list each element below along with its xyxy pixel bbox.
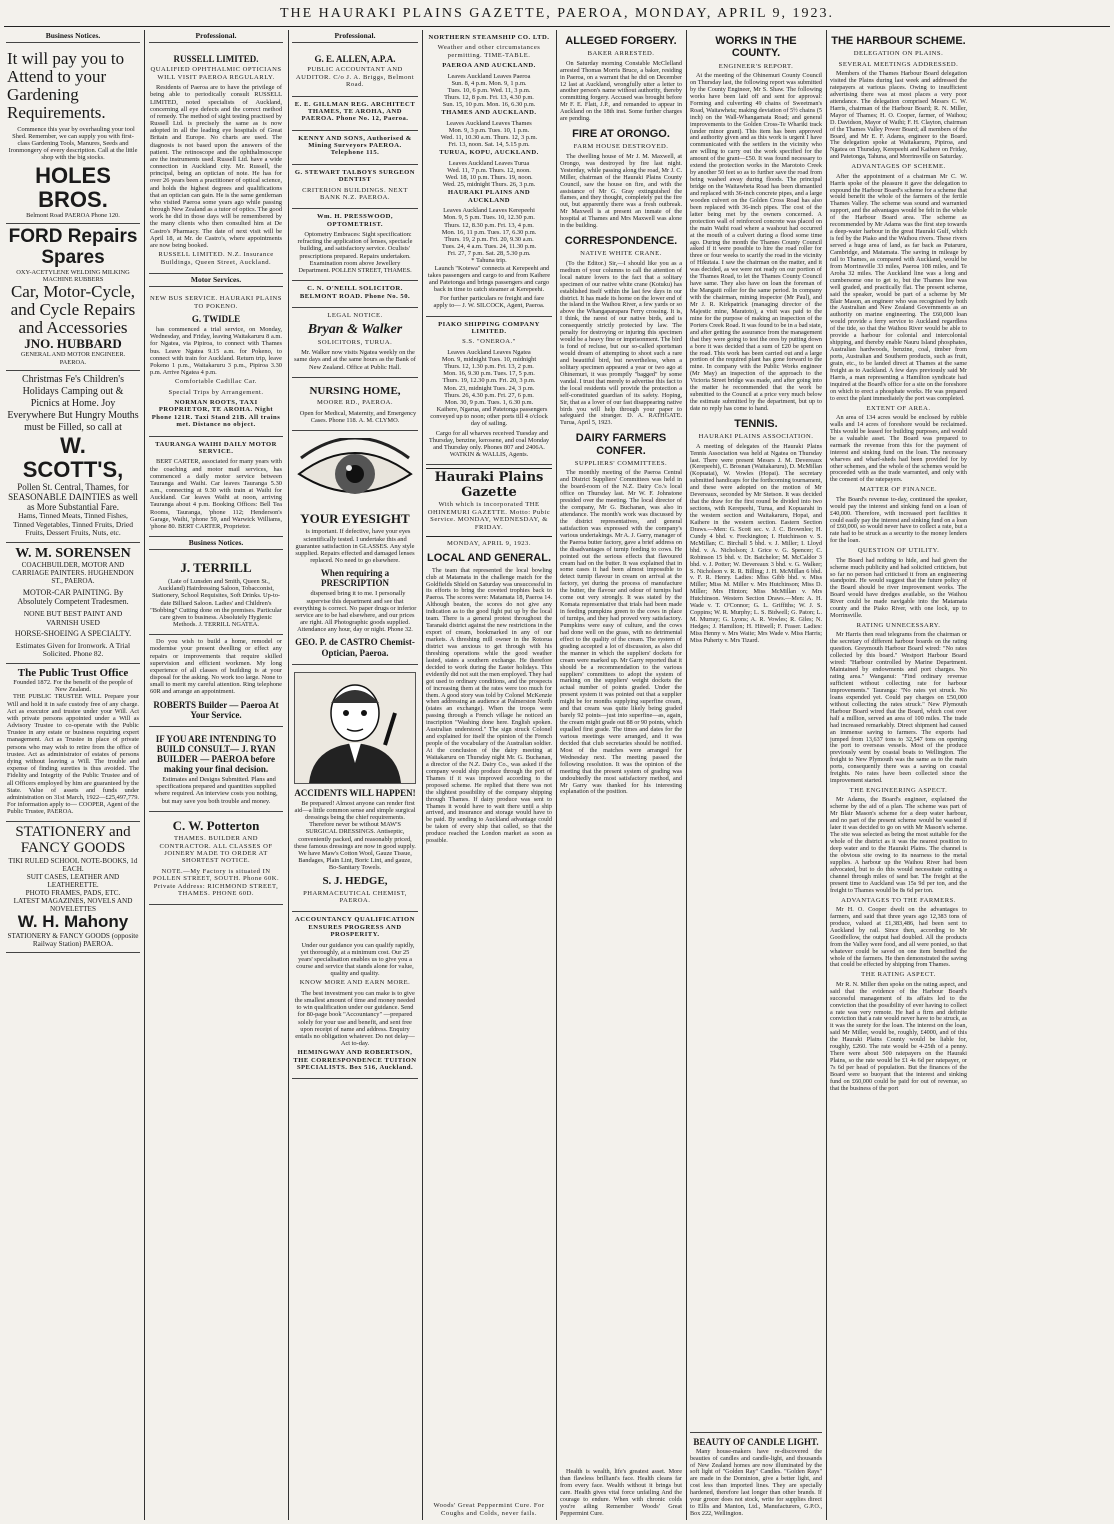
nursing-heading: NURSING HOME, xyxy=(309,384,401,397)
rating-aspect-heading: THE RATING ASPECT. xyxy=(861,971,936,979)
correspondence-sub: NATIVE WHITE CRANE. xyxy=(580,250,662,258)
eyesight-heading: YOUR EYESIGHT xyxy=(300,510,410,526)
timetable-row: Thurs. 26, 4.30 p.m. Fri. 27, 6 p.m. xyxy=(444,391,534,399)
ad-russell xyxy=(149,47,283,274)
section-header: Professional. xyxy=(292,32,418,43)
gillman: E. E. GILLMAN REG. ARCHITECT THAMES, TE AROHA, AND PAEROA. Phone No. 12, Paeroa. xyxy=(294,100,416,123)
advantages-heading: ADVANTAGES OF SCHEME. xyxy=(851,163,946,171)
talboys-sub: CRITERION BUILDINGS. NEXT BANK N.Z. PAEROA. xyxy=(302,186,408,201)
timetable-row: Tues. 10, 6 p.m. Wed. 11, 3 p.m. xyxy=(447,86,531,94)
utility-heading: QUESTION OF UTILITY. xyxy=(857,547,940,555)
extent-heading: EXTENT OF AREA. xyxy=(866,404,931,412)
column-rule xyxy=(686,30,687,1520)
holes-bros-name: HOLES BROS. xyxy=(35,162,111,212)
eyesight-body: is important. If defective, have your eyes scientifically tested. I undertake this and guarantee satisfaction in GLASSES. Any style supplied. Repairs effected and damaged lenses replaced. No need to go elsewhere. xyxy=(295,528,415,565)
timetable-row: Wed. 25, midnight Thurs. 26, 3 p.m. xyxy=(442,181,536,189)
timetable-row: Sun. 8, 4 p.m. Mon. 9, 1 p.m. xyxy=(451,79,527,87)
woods-cure: Woods' Great Peppermint Cure. For Coughs and Colds, never fails. xyxy=(426,1502,552,1517)
de-castro-name: GEO. P. de CASTRO Chemist-Optician, Paeroa. xyxy=(295,637,415,658)
ad-nursing-home xyxy=(292,378,418,431)
mahony-sub: STATIONERY & FANCY GOODS (opposite Railway Station) PAEROA. xyxy=(7,931,139,949)
mahony-name: W. H. Mahony xyxy=(17,912,129,932)
bus-heading: NEW BUS SERVICE. HAURAKI PLAINS TO POKENO. xyxy=(150,295,282,310)
masthead: THE HAURAKI PLAINS GAZETTE, PAEROA, MONDAY, APRIL 9, 1923. xyxy=(279,6,835,21)
timetable-row: Mon. 9, midnight Tues. 10, midnight xyxy=(441,355,537,363)
engineering-heading: THE ENGINEERING ASPECT. xyxy=(849,787,948,795)
ad-oneill xyxy=(292,281,418,308)
timetable-turua xyxy=(427,160,551,189)
nursing-sub: MOORE RD., PAEROA. xyxy=(317,399,393,407)
ad-ford xyxy=(6,224,140,371)
column-6-news xyxy=(690,30,822,1520)
gazette-nameplate xyxy=(426,468,552,537)
photo-frames: PHOTO FRAMES, PADS, ETC. xyxy=(25,889,121,898)
dairy-body: The monthly meeting of the Paeroa Central and District Suppliers' Committees was held in the board-room of the N.Z. Dairy Co.'s local office on Thursday last. Mr W. F. Johnstone presided over the meeting. The local director of the company, Mr G. Buchanan, was also in attendance. The month's work was discussed by the district representatives, and general satisfaction was expressed with the company's various undertakings. Mr A. J. Garry, manager of the Paeroa butter factory, gave a brief address on the disadvantages of turnip feeding to cows. He pointed out the serious effects that flavoured cream had on the butter. It was explained that in some cases it had been almost impossible to detect turnip flavour in cream on arrival at the factory, yet during the process of manufacture the butter, the flavour and odour of turnips had come out very strongly. It was stated by the Komata representative that trials had been made in feeding pumpkins green to the cows in place of turnips, and they had proved very satisfactory. Pumpkins were easy of culture, and the cows had done well on the grass, with no detrimental effect to the quality of the cream. The system of grading accepted a lot of discussion, as also did the manner in which the suppliers' dockets for cream were marked up. Mr Garry reported that it should be a recommendation to the various suppliers' committees to adopt the system of marking on the suppliers' weight dockets the actual number of points graded. Under the present system it was pointed out that a supplier might be for months supplying superfine cream, and that cream was quite likely being graded barely 92 points—just into superfine—as, again, the cream might grade out 88 or 90 points, which equalled first grade. The times and dates for the various meetings were arranged, and it was decided that club secretaries should be notified. Most of the matches were arranged for Wednesday next. The meeting passed the following resolution. It was the opinion of the meeting that the present system of grading was undoubtedly the most satisfactory method, and Mr Garry was thanked for his interesting explanation of the position. xyxy=(560,469,682,796)
presswood-body: Optometry Embraces: Sight specification: refracting the application of lenses, spectacle building, and satisfactory service. Oculists' prescriptions prepared. Repairs undertaken. Examination room above Jewellery Department. POLLEN STREET, THAMES. xyxy=(297,231,413,274)
ad-scott xyxy=(6,371,140,543)
trust-sub: Founded 1872. For the benefit of the people of New Zealand. xyxy=(13,679,133,694)
roberts-name: ROBERTS Builder — Paeroa At Your Service. xyxy=(153,699,279,720)
special-trips: Special Trips by Arrangement. xyxy=(168,388,264,396)
estimates: Estimates Given for Ironwork. A Trial Solicited. Phone 82. xyxy=(15,641,131,659)
ad-hemingway xyxy=(292,912,418,1079)
russell-body: Residents of Paeroa are to have the privilege of being able to periodically consult RUSSELL LIMITED, noted specialists of Auckland, concerning all eye defects and the correct method of remedy. The method of sight testing practised by Russell Ltd. is precisely the same as is now adopted in all the leading eye hospitals of Great Britain and Europe. No charts are used. The diagnosis is not based upon the answers of the patient. The retinoscope and the ophthalmoscope are the instruments used. Russell Ltd. have a wide connection in Auckland city. Mr. Russell, the principal, being an optician of note. He has for over 26 years been a practitioner of optical science, and holds the highest degrees and qualifications that an optician can gain. He is the same gentleman who visited Paeroa some years ago while passing through New Zealand as a tutor of optics. The good work he did in those days will be remembered by the many clients who then consulted him at De Castro's Pharmacy. The date of next visit will be April 18, at Mr. de Castro's, where appointments are now being booked. xyxy=(150,84,282,249)
accidents-body: Be prepared! Almost anyone can render first aid—a little common sense and simple surgical dressings being the chief requirements. Therefore never be without MAW'S SURGICAL DRESSINGS. Antiseptic, conveniently packed, and reasonably priced, these famous dressings are now in good supply. We have Maw's Cotton Wool, Gauze Tissue, Bandages, Plain Lint, Boric Lint, and gauze, Bo-Sanitary Towels. xyxy=(294,799,416,872)
steamship-sub: Weather and other circumstances permitting. TIME-TABLE. xyxy=(437,44,541,59)
timetable-row: Sun. 15, 10 p.m. Mon. 16, 6.30 p.m. xyxy=(442,101,536,109)
timetable-row: Tues. 24, 4 a.m. Tues. 24, 11.30 p.m. xyxy=(441,243,537,251)
timetable-row: Mon. 16, 11 p.m. Tues. 17, 6.30 p.m. xyxy=(441,228,537,236)
section-header: Professional. xyxy=(149,32,283,43)
potterton-body: NOTE.—My Factory is situated IN POLLEN STREET, SOUTH. Phone 60K. Private Address: RICHMOND STREET, THAMES. PHONE 60D. xyxy=(152,867,280,897)
section-header: Business Notices. xyxy=(6,32,140,43)
ad-potterton xyxy=(149,812,283,906)
russell-sub: QUALIFIED OPHTHALMIC OPTICIANS WILL VISIT PAEROA REGULARLY. xyxy=(150,66,282,81)
dairy-sub: SUPPLIERS' COMMITTEES. xyxy=(574,459,668,467)
scott-sub: Pollen St. Central, Thames, for SEASONABLE DAINTIES as well as More Substantial Fare. xyxy=(8,482,138,513)
timetable-row: Thurs. 19, 12.30 p.m. Fri. 20, 3 p.m. xyxy=(442,377,536,385)
nursing-body: Open for Medical, Maternity, and Emergency Cases. Phone 118. A. M. CLYMO. xyxy=(299,409,417,424)
column-rule xyxy=(422,30,423,1520)
gazette-title: Hauraki Plains Gazette xyxy=(434,470,544,500)
eye-illustration xyxy=(295,438,415,508)
column-2-professional xyxy=(149,30,283,1520)
timetable-row: Wed. 18, 10 p.m. Thurs. 19, noon. xyxy=(445,174,533,182)
car-repairs: Car, Motor-Cycle, and Cycle Repairs and Accessories xyxy=(10,282,136,337)
column-1-business-notices xyxy=(6,30,140,1520)
ad-talboys xyxy=(292,165,418,210)
column-rule xyxy=(826,30,827,1520)
bryan-walker-name: Bryan & Walker xyxy=(307,322,403,338)
tahuna-note: * Tahuna trip. xyxy=(471,257,507,265)
paeroa-auckland: PAEROA AND AUCKLAND. xyxy=(442,62,536,70)
timetable-row: Thurs. 19, 2 p.m. Fri. 20, 9.30 a.m. xyxy=(444,235,534,243)
advantages-body: After the appointment of a chairman Mr C. W. Harris spoke of the pleasure it gave the delegation to expound the Harbour Board's scheme for a scheme that would benefit the whole of the farmers of the fertile Thames Valley. The scheme was sound and warranted support, and the advantages would be felt in the whole of the Harbour Board area. The scheme as recommended by Mr Adams was the first step towards a deep-water harbour in the great Hauraki Gulf, which is fed by the Piako and the Waihou rivers. These rivers served a huge area of land, as far back as Putaruru, Cambridge, and Matamata. The saving in mileage by rail to Thames, as compared with Auckland, would be from Morrinsville 33 miles, Paeroa 108 miles, and Te Aroha 32 miles. The Auckland line was a long and cumbersome one to get to, but the Thames line was well graded, and practically flat. The present scheme, said the speaker, would be part of a scheme by Mr Blair Mason, an engineer who was recognised by both the Australian and New Zealand Governments as an authority on marine engineering. The £60,000 loan would provide a ferry service to Auckland regardless of the tide, so that the Waihou River would be able to provide a harbour for colonial and intercolonial shipping, and thereby enable Nauru Island phosphates, Australian hardwoods, benzine, coal, timber from ports, Australian and Southern products, such as fruit, grain, etc., to be landed direct at Thames at the same freight as to Auckland. A few days previously said Mr Harris, a man representing a Hamilton syndicate had inquired at the Board's office for a site on the foreshore on which to erect a phosphate works. He was prepared to erect the plant immediately the port was completed. xyxy=(830,172,967,402)
timetable-row: Mon. 23, midnight Tues. 24, 3 p.m. xyxy=(443,384,535,392)
accidents-heading: ACCIDENTS WILL HAPPEN! xyxy=(294,787,416,798)
extent-body: An area of 134 acres would be enclosed by rubble walls and 14 acres of foreshore would be reclaimed. This would be leased for building purposes, and would be a valuable asset. The Board was prepared to earmark the revenue from this for the payment of interest and sinking fund on the loan. The necessary wharves and wharf-sheds had been provided for by other schemes, and the whole of the schemes would be proceeded with as the trade warranted, and only with the consent of the ratepayers. xyxy=(830,413,967,484)
rating-unnecessary-heading: RATING UNNECESSARY. xyxy=(856,622,941,630)
timetable-paeroa xyxy=(427,73,551,109)
know-more-body: The best investment you can make is to give the smallest amount of time and money needed to win qualification under our guidance. Send for 80-page book "Accountancy" —prepared solely for your use and benefit, and sent free upon receipt of name and address. Enquiry entails no obligation whatever. Do not delay—Act to-day. xyxy=(294,989,416,1048)
forgery-sub: BAKER ARRESTED. xyxy=(587,50,655,58)
know-more: KNOW MORE AND EARN MORE. xyxy=(299,979,411,987)
forgery-heading: ALLEGED FORGERY. xyxy=(565,35,677,47)
correspondence-body: (To the Editor.) Sir,—I should like you as a medium of your columns to call the attention of local nature lovers to the fact that a solitary specimen of our native white crane (Kotuku) has established itself within the last few days in our district. It has made its home on the lower end of the island in the Waihou River, a few yards or so above the Whangaparapara Ferry crossing. It is, I think, the rarest of our native birds, and is consequently strictly protected by law. The penalty for destroying or injuring this specimen would be a heavy fine or imprisonment. The bird is fond of recluse, but our so-called sportsman would dream of attempting to shoot such a rare and beautiful bird, but nevertheless, when a solitary specimen appeared a year or two ago at Ohinemuri, it was promptly "bagged" by some vandal. I trust that merely to advertise this fact to the local residents will provide the protection a self-constituted guardian of its safety. Hoping, Sir, that as a lover of our fast disappearing native birds you will help through your paper to safeguard the stranger. D. A. RATHGATE. Turua, April 5, 1923. xyxy=(560,259,682,427)
ad-sorensen xyxy=(6,543,140,664)
sorensen-name: W. M. SORENSEN xyxy=(15,545,131,561)
gazette-sub: With which is incorporated THE OHINEMURI GAZETTE. Motto: Pubic Service. MONDAY, WEDNESDAY, & FRIDAY. xyxy=(427,501,551,531)
allen-sub: PUBLIC ACCOUNTANT AND AUDITOR. C/o J. A. Briggs, Belmont Road. xyxy=(295,66,415,89)
ad-northern-steamship xyxy=(426,30,552,317)
accountancy-body: Under our guidance you can qualify rapidly, yet thoroughly, at a minimum cost. Our 25 years' specialisation enables us to give you a course and service that stands alone for value, quality and quality. xyxy=(296,941,415,978)
holes-bros-address: Belmont Road PAEROA Phone 120. xyxy=(26,212,120,219)
engineering-body: Mr Adams, the Board's engineer, explained the scheme by the aid of a plan. The scheme was part of Mr Blair Mason's scheme for a deep water harbour, and no part of the present scheme would be wasted if later it was decided to go on with Mr Mason's scheme. The site was selected as being the most suitable for the whole of the district as it was the nearest position to deep water and to the Hauraki Plains. The channel is the obvious site owing to its nearness to the metal supplies. A harbour up the Waihou River had been advocated, but to do this would necessitate cutting a channel through miles of sand bar. The freight at the present time to Auckland was 15s 9d per ton, and the freight to Thames would be 8s 6d per ton. xyxy=(830,796,967,894)
ad-gillman xyxy=(292,97,418,131)
trust-heading: The Public Trust Office xyxy=(17,666,129,679)
correspondence-heading: CORRESPONDENCE. xyxy=(564,235,678,248)
works-body: At the meeting of the Ohinemuri County Council on Thursday last, the following report was submitted by the County Engineer, Mr S. Shaw. The following works have been laid off and sent for approval: Forming and culverting 49 chains of Sweetman's Road, Waitawheta; making deviation of 5½ chains (5 inch) on the Wall-Whangamata Road; and general improvements to the Golden Cross-Te Whariki track (under minor grant). This item has been approved and authority given and as this work is urgent I have communicated with the settlers in the vicinity who are willing to carry out the work specified for the amount of the grant—£50. It was found necessary to extend the protection works in the Marototo Creek by another 50 feet so as to further save the road from being washed away during floods. The principal bridge on the Waitawheta Road has been dismantled and replaced with 36-inch concrete pipes, and a large wooden culvert on the Golden Cross Road has also been replaced with 36-inch pipes. The cost of the latter being met by the owners concerned. A protection wall of reinforced concrete was placed on the main Waihi road where a washout had occurred at the mouth of a culvert during a flood some time ago. During the month the Thames County Council asked if it were possible to hire the road roller for three or four weeks to scarify the road in the vicinity of Hikutaia. I saw the chairman on the matter, and it was decided, as we were not ready on our portion of the Thames Road, to let the Thames County Council have same. They also have on loan the foreman of the Mangaiti roller for the same period. In company with the chairman, mining inspector (Mr Paul), and Mr J. R. Kirkpatrick (managing director of the Majestic mine, Maratoto), a visit was paid to the mine for the purpose of making an inspection of the Porters Creek Road. It was found to be in a bad state, and after getting the assurance from the management that they were going to test the ores by putting down a bore it was decided that a sum of £20 be spent on the road. This work has been carried out and a large portion of the required plant has gone forward to the mine. In company with the Public Works engineer (Mr May) an inspection of the approach to the Victoria Street bridge was made, and after going into the matter he recommended that the work be submitted to the Council at a price very much below the estimate submitted by the department, but up to date no reply has come to hand. xyxy=(690,72,822,412)
allen-name: G. E. ALLEN, A.P.A. xyxy=(314,54,396,65)
best-paint: NONE BUT BEST PAINT AND VARNISH USED xyxy=(23,609,123,627)
tennis-heading: TENNIS. xyxy=(734,417,778,430)
harbour-heading: THE HARBOUR SCHEME. xyxy=(831,35,966,47)
harbour-meetings: SEVERAL MEETINGS ADDRESSED. xyxy=(838,60,959,68)
scott-name: W. SCOTT'S, xyxy=(22,432,124,482)
candle-body: Many house-makers have re-discovered the beauties of candles and candle-light, and thousands of New Zealand homes are now illuminated by the soft light of "Golden Ray" Candles. "Golden Rays" are made in the Dominion, give a better light, and cost less than imported lines. They are specially hardened, therefore last longer than other brands. If your grocer does not stock, write for supplies direct to Ellis and Manton, Ltd., Manufacturers, G.P.O., Box 222, Wellington. xyxy=(690,1447,822,1518)
column-5-news xyxy=(560,30,682,1520)
timetable-hauraki xyxy=(427,207,551,257)
column-7-harbour-scheme xyxy=(830,30,1110,1520)
ryan-name: IF YOU ARE INTENDING TO BUILD CONSULT— J. RYAN BUILDER — PAEROA before making your final decision. xyxy=(155,733,277,774)
health-verse: Health is wealth, life's greatest asset. More than flawless brilliant's face. Health cleans far from every face. Wealth without it brings but care. Health gives vital force unfailing And the courage to endure. When with chronic colds you're ailing Remember Woods' Great Peppermint Cure. xyxy=(560,1468,682,1518)
piako-heading: PIAKO SHIPPING COMPANY LIMITED. xyxy=(438,320,540,336)
kenny: KENNY AND SONS, Authorised & Mining Surveyors PAEROA. Telephone 115. xyxy=(298,134,412,157)
steamship-heading: NORTHERN STEAMSHIP CO. LTD. xyxy=(428,34,550,41)
column-3-professional xyxy=(292,30,418,1520)
ad-hedge xyxy=(292,665,418,913)
ad-bryan-walker xyxy=(292,308,418,378)
trust-body: THE PUBLIC TRUSTEE WILL Prepare your Will and hold it in safe custody free of any charge. Act as executor and trustee under your Will. Act with private persons appointed under a Will as Advisory Trustee to co-operate with the Public Trustee in any estate or business requiring expert management. Act as Trustee in place of private persons who may wish to retire from the office of trustee. Act as administrator of estates of persons dying without leaving a Will. The trouble and expense of finding sureties is thus avoided. The Fidelity and Integrity of the Public Trustee and of all Officers employed by him are guaranteed by the State. Value of assets and funds under administration on 31st March, 1922—£25,497,779. For information apply to— COOPER, Agent of the Public Trustee, PAEROA. xyxy=(7,693,139,816)
oneill: C. N. O'NEILL SOLICITOR. BELMONT ROAD. Phone No. 50. xyxy=(299,285,411,300)
column-rule xyxy=(144,30,145,1520)
farmers-body: Mr H. O. Cooper dwelt on the advantages to farmers, and said that three years ago 12,383 tons of produce, valued at £1,383,486, had been sent to Auckland by rail. Since then, according to Mr Goodfellow, the output had doubled. All the products from the Valley were food, and all were ponied, so that whatever could be saved on one item benefited the whole of the farmers. He then demonstrated the saving that could be effected by shipping from Thames. xyxy=(830,905,967,969)
dairy-heading: DAIRY FARMERS CONFER. xyxy=(575,432,667,457)
ad-roberts xyxy=(149,635,283,727)
ad-tauranga xyxy=(149,437,283,537)
candle-ad xyxy=(690,1432,822,1520)
ryan-body: Estimates and Designs Submitted. Plans and specifications prepared and quantities supplied where required. An interview costs you nothing, but may save you both trouble and money. xyxy=(154,776,278,805)
presswood: Wm. H. PRESSWOOD, OPTOMETRIST. xyxy=(316,213,394,228)
timetable-row: Wed. 11, 7 p.m. Thurs. 12, noon. xyxy=(447,166,531,174)
timetable-row: Thurs. 12, 1.30 p.m. Fri. 13, 2 p.m. xyxy=(444,363,534,371)
works-sub: ENGINEER'S REPORT. xyxy=(718,62,794,70)
candle-heading: BEAUTY OF CANDLE LIGHT. xyxy=(693,1436,819,1447)
further-particulars: For further particulars re freight and fare apply to— J. W. SILCOCK, Agent, Paeroa. xyxy=(433,295,545,310)
scott-intro: Christmas Fe's Children's Holidays Camping out & Picnics at Home. Joy Everywhere But Hungry Mouths must be Filled, so call at xyxy=(7,373,139,433)
ad-de-castro xyxy=(292,431,418,665)
ad-mahony xyxy=(6,822,140,953)
harbour-body: Members of the Thames Harbour Board delegation visited the Plains during last week and addressed the ratepayers at various places. Owing to insufficient advertising there was at most places a very poor attendance. The delegation comprised Messrs C. W. Harris, chairman of the Harbour Board; R. N. Miller, Mayor of Thames; H. O. Cooper, farmer, of Waihou; D. Davidson, Mayor of Waihi; F. H. Clayton, chairman of the Thames Valley Power Board; all members of the Board, and Mr E. F. Adams, engineer to the Board. The delegation spoke at Waitakaruru, Pipiroa, and Ngatea on Thursday, Kerepeehi and Kaihere on Friday, and Patetonga, Tahuna, and Morrinsville on Saturday. xyxy=(830,70,967,161)
horse-shoeing: HORSE-SHOEING A SPECIALTY. xyxy=(14,629,132,639)
works-heading: WORKS IN THE COUNTY. xyxy=(715,35,797,60)
kaihere-note: Kaihere, Ngarua, and Patetonga passengers conveyed up to noon; other ports till 4 o'clock day of sailing. xyxy=(430,406,548,428)
column-rule xyxy=(556,30,557,1520)
rating-aspect-body: Mr R. N. Miller then spoke on the rating aspect, and said that the evidence of the Harbour Board's successful management of its affairs led to the conviction that the possibility of ever having to collect a rate was very remote. He had a firm and definite conviction that a rate would never have to be struck, as it was the surety for the loan. The interest on the loan, said Mr Miller, would be, roughly, £4000, and of this the Hauraki Plains County would be liable for, roughly, £260. The rate would be 4-25th of a penny. There were about 500 ratepayers on the Hauraki Plains, so the rate would be £1 4s 6d per ratepayer, or 7s 6d per head of population. But the finances of the Board were so buoyant that the interest and sinking fund on £60,000 could be paid for out of revenue, so that the business of the port xyxy=(830,980,967,1092)
sorensen-sub: COACHBUILDER, MOTOR AND CARRIAGE PAINTERS. HUGHENDON ST., PAEROA. xyxy=(12,561,134,586)
twidle-body: has commenced a trial service, on Monday, Wednesday, and Friday, leaving Waitakaruru 8 a.m. for Ngatea, via Pipiroa, to connect with Thames bus. Leave Ngatea 9.15 a.m. for Pokeno, to connect with train for Auckland. Return trip, leave Pokeno 1 p.m., Waitakaruru 3 p.m., Pipiroa 3.30 p.m. Arrive Ngatea 4 p.m. xyxy=(150,326,282,377)
potterton-sub: THAMES. BUILDER AND CONTRACTOR. ALL CLASSES OF JOINERY MADE TO ORDER AT SHORTEST NOTICE. xyxy=(159,835,273,865)
launch-note: Launch "Kotewa" connects at Kerepeehi and takes passengers and cargo to and from Kaihere and Patetonga and brings passengers and cargo back in time to catch steamer at Kerepeehi. xyxy=(427,264,551,294)
ad-bus-service xyxy=(149,291,283,436)
section-header-motor: Motor Services. xyxy=(149,276,283,287)
timetable-row: Leaves Auckland Leaves Paeroa xyxy=(447,72,531,80)
tauranga-heading: TAURANGA WAIHI DAILY MOTOR SERVICE. xyxy=(155,440,277,455)
ad-piako-shipping xyxy=(426,317,552,466)
hemingway: HEMINGWAY AND ROBERTSON, THE CORRESPONDENCE TUITION SPECIALISTS. Box 516, Auckland. xyxy=(293,1049,417,1071)
local-general-heading: LOCAL AND GENERAL. xyxy=(426,552,552,565)
ad-presswood xyxy=(292,209,418,281)
terrill-body: (Late of Lunsden and Smith, Queen St., Auckland) Hairdressing Saloon, Tobacconist, Stationery, School Requisites, Soft Drinks. Up-to-date Billiard Saloon. Ladies' and Children's "Bobbing" Cutting done on the premises. Particular care given to business. Absolutely Hygienic Methods. J. TERRILL NGATEA. xyxy=(150,578,282,629)
tiki-books: TIKI RULED SCHOOL NOTE-BOOKS, 1d EACH. xyxy=(8,856,138,873)
ford-body: OXY-ACETYLENE WELDING MILKING MACHINE RUBBERS xyxy=(16,268,130,284)
talboys: G. STEWART TALBOYS SURGEON DENTIST xyxy=(294,168,416,184)
motor-painting: MOTOR-CAR PAINTING. By Absolutely Competent Tradesmen. xyxy=(17,588,129,607)
terrill-name: J. TERRILL xyxy=(180,560,252,576)
hauraki-auckland: HAURAKI PLAINS AND AUCKLAND xyxy=(447,189,531,204)
turua-kopu: TURUA, KOPU, AUCKLAND. xyxy=(439,149,539,157)
man-portrait-illustration xyxy=(294,672,416,784)
scott-body: Hams, Tinned Meats, Tinned Fishes, Tinned Vegetables, Tinned Fruits, Dried Fruits, Dessert Fruits, Nuts, etc. xyxy=(12,511,133,538)
timetable-row: Thurs. 12, 8.30 p.m. Fri. 13, 4 p.m. xyxy=(444,221,534,229)
accountancy-heading: ACCOUNTANCY QUALIFICATION ENSURES PROGRESS AND PROSPERITY. xyxy=(295,916,415,939)
hubbard-sub: GENERAL AND MOTOR ENGINEER. PAEROA. xyxy=(20,351,126,366)
ad-public-trust xyxy=(6,664,140,823)
ad-body: Commence this year by overhauling your tool Shed. Remember, we can supply you with first-class Gardening Tools, Manures, Seeds and Ironmongery of every description. Call at the little shop with the big stocks. xyxy=(8,125,138,162)
hubbard-name: JNO. HUBBARD xyxy=(24,335,122,351)
timetable-row: Thurs. 12, 8 p.m. Fri. 13, 4.30 p.m. xyxy=(444,94,534,102)
tauranga-body: BERT CARTER, associated for many years with the coaching and motor mail services, has commenced a daily motor service between Tauranga and Waihi. Car leaves Tauranga 5.30 a.m., connecting at 9.30 with train at Waihi for Auckland. Car leaves Waihi at noon, arriving Tauranga about 4 p.m. Booking Offices: Bell Tea Rooms, Tauranga, 'phone 112; Henderson's Garage, Waihi, 'phone 59, and Warwick Williams, 'phone 80. BERT CARTER, Proprietor. xyxy=(150,458,282,530)
harbour-sub: DELEGATION ON PLAINS. xyxy=(853,50,944,58)
ad-terrill xyxy=(149,554,283,635)
timetable-thames xyxy=(427,120,551,149)
rating-unnecessary-body: Mr Harris then read telegrams from the chairman or the secretary of different harbour boards on the rating question. Greymouth Harbour Board wired: "No rates collected by this board." Westport Harbour Board wired: "Harbour controlled by Marine Department. Maintained by endowments and port charges. No rating area." Wanganui: "Find ordinary revenue sufficient without collecting rate for harbour improvements." Tauranga: "No rates yet struck. No loans expended yet. Could pay charges on £50,000 without collecting the rates struck." New Plymouth Harbour Board wired that the Board, which cost over half a million, served an area of 100 miles. The trade had increased remarkably. Direct shipment had caused an immense saving to farmers. The exports had jumped from 13,637 tons to 32,547 tons on opening the port to overseas vessels. Most of the produce previously went by coastal boats to Wellington. The freight to New Plymouth was the same as to the main ports, consequently there was a saving on coastal freights. No rates have been collected since the improvement started. xyxy=(830,631,967,785)
ad-headline: It will pay you to Attend to your Gardening Requirements. xyxy=(7,49,125,122)
hedge-sub: PHARMACEUTICAL CHEMIST, PAEROA. xyxy=(303,889,407,905)
russell-footer: RUSSELL LIMITED. N.Z. Insurance Buildings, Queen Street, Auckland. xyxy=(158,251,274,266)
finance-body: The Board's revenue to-day, continued the speaker, would pay the interest and sinking fund on a loan of £40,000. Therefore, with increased port facilities it could easily pay the interest and sinking fund on a loan of £60,000, so would never have to collect a rate, but a rate had to be struck as a security to the money lenders for the loan. xyxy=(830,495,967,545)
thames-auckland: THAMES AND AUCKLAND. xyxy=(441,109,537,117)
farmers-heading: ADVANTAGES TO THE FARMERS. xyxy=(841,896,956,904)
oneroa: S.S. "ONEROA." xyxy=(462,338,516,346)
forgery-body: On Saturday morning Constable McClelland arrested Thomas Morris Bruce, a baker, residing in Paeroa, on a warrant that he did on December 12 last at Auckland, wrongfully utter a letter to another person's name without authority, thereby committing forgery. Accused was brought before Mr F. E. Flatt, J.P., and remanded to appear in Auckland on the 18th inst. Some further charges are pending. xyxy=(560,59,682,123)
timetable-row: Leaves Auckland Leaves Turua xyxy=(448,159,530,167)
timetable-row: Wed. 11, 10.30 a.m. Thurs. 12, 3 p.m. xyxy=(440,134,538,142)
ad-ryan xyxy=(149,727,283,812)
timetable-row: Mon. 9, 3 p.m. Tues. 10, 1 p.m. xyxy=(448,126,530,134)
utility-body: The Board had nothing to hide, and had given the scheme much publicity and had solicited criticism, but so far no person had criticised it from an engineering standpoint. He would suggest that the future policy of the Board should be river improvement works. The Board would have dredges available, so the Waihou River could be made navigable into the Matamata county and the Piako River, with one lock, up to Morrinsville. xyxy=(830,556,967,620)
legal-notice: LEGAL NOTICE. xyxy=(327,311,383,319)
ford-heading: FORD Repairs Spares xyxy=(8,226,138,269)
prescription-body: dispensed bring it to me. I personally supervise this department and see that everything is correct. No paper drugs or inferior service are to be had elsewhere, and our prices are right. All Photographic goods supplied. Attendance any hour, day or night. Phone 32. xyxy=(293,590,417,634)
timetable-row: Fri. 13, noon. Sat. 14, 5.15 p.m. xyxy=(448,141,530,149)
local-general-body: The team that represented the local bowling club at Matamata in the challenge match for the Goldfields Shield on Saturday was unsuccessful in its efforts to bring the coveted trophies back to Paeroa. The scores were: Matamata 18, Paeroa 14. Although beaten, the scores do not give any indication as to the good fight put up by the local team. There is a general protest throughout the Taranaki district against the new restrictions in the export of cream, bookmarked in any of our markets. A threshing mill owner in the Rotorua district was anxious to get through with his threshing operations while the good weather lasted, states a southern exchange. He therefore decided to work during the Easter holidays. This evidently did not suit the men employed. They had got used to ordinary conditions, and the prospects of increasing them at the rates were too much for them. A good story was told by Colonel McKenzie when addressing an audience at Palmerston North (states an exchange). When the troops were passing through a French village he noticed an inscription "Washing done here. English spoken. Australian understood." The sign struck Colonel and explained for itself the opinion of the French people of the vocabulary of the Australian soldier. At the conclusion of the dairy meeting at Waitakaruru on Thursday night Mr. G. Buchanan, a director of the N.Z. Dairy Co., was asked if the company would ship produce through the port of Thames if it was improved according to the proposed scheme. He replied that there was not the slightest possibility of the company shipping through Thames. If dairy produce was sent to Thames it would have to wait there until a ship arrived, and insurance and storage would have to be paid. By sending to Auckland advantage could be taken of every ship that called, so that the produce reached the London market as soon as possible. xyxy=(426,566,552,845)
ad-gardening xyxy=(6,47,140,224)
column-4-shipping-local xyxy=(426,30,552,1520)
potterton-name: C. W. Potterton xyxy=(172,817,260,833)
column-rule xyxy=(288,30,289,1520)
ad-kenny xyxy=(292,131,418,165)
bryan-walker-body: Mr. Walker now visits Ngatea weekly on the same days and at the same hours as the Bank of New Zealand. Office at Public Hall. xyxy=(294,349,416,371)
stationery-heading: STATIONERY and FANCY GOODS xyxy=(15,824,131,857)
timetable-row: Leaves Auckland Leaves Thames xyxy=(446,119,532,127)
timetable-row: Leaves Auckland Leaves Ngatea xyxy=(447,348,531,356)
timetable-row: Fri. 27, 7 p.m. Sat. 28, 5.30 p.m. xyxy=(447,250,531,258)
suit-cases: SUIT CASES, LEATHER AND LEATHERETTE. xyxy=(26,872,120,890)
prescription-heading: When requiring a PRESCRIPTION xyxy=(320,568,390,589)
russell-name: RUSSELL LIMITED. xyxy=(173,54,259,65)
masthead-rule xyxy=(4,26,1110,27)
roberts-body: Do you wish to build a home, remodel or modernise your present dwelling or effect any repairs or improvements that require skilled supervision and efficient workmen. My long experience of all classes of building is at your disposal for the asking. No work too large. None to small to merit my careful attention. Ring telephone 60R and arrange an appointment. xyxy=(150,638,282,696)
tennis-sub: HAURAKI PLAINS ASSOCIATION. xyxy=(698,433,814,441)
fire-body: The dwelling house of Mr J. M. Maxwell, at Orongo, was destroyed by fire last night. Yesterday, while passing along the road, Mr J. C. Miller, chairman of the Hauraki Plains County Council, saw the house on fire, and with the assistance of Mr G. Gray extinguished the flames, and they thought, completely put the fire out, but apparently there was a fresh outbreak. Mr Maxwell is at present an inmate of the hospital at Thames and Mrs Maxwell was alone in the building. xyxy=(560,152,682,230)
timetable-row: Mon. 30, 9 p.m. Tues. 1, 6.30 p.m. xyxy=(444,398,534,406)
finance-heading: MATTER OF FINANCE. xyxy=(859,486,938,494)
fire-heading: FIRE AT ORONGO. xyxy=(572,128,670,141)
fire-sub: FARM HOUSE DESTROYED. xyxy=(573,143,669,151)
bryan-walker-sub: SOLICITORS, TURUA. xyxy=(317,338,393,346)
timetable-row: Leaves Auckland Leaves Kerepeehi xyxy=(443,207,535,215)
dateline: MONDAY, APRIL 9, 1923. xyxy=(446,539,532,547)
timetable-row: Mon. 16, 9.30 p.m. Tues. 17, 5 p.m. xyxy=(443,370,535,378)
magazines: LATEST MAGAZINES, NOVELS AND NOVELETTES xyxy=(13,897,133,914)
section-header-business: Business Notices. xyxy=(149,539,283,550)
cadillac: Comfortable Cadillac Car. xyxy=(175,378,257,386)
timetable-oneroa xyxy=(427,349,551,406)
timetable-row: Mon. 9, 5 p.m. Tues. 10, 12.30 p.m. xyxy=(443,214,535,222)
hedge-name: S. J. HEDGE, xyxy=(322,875,388,888)
norman-roots: NORMAN ROOTS, TAXI PROPRIETOR, TE AROHA. Night Phone 121R. Taxi Stand 21B. All trains met. Distance no object. xyxy=(151,399,281,429)
cargo-note: Cargo for all wharves received Tuesday and Thursday, benzine, kerosene, and coal Monday and Thursday only. Phones 807 and 2406A. WATKIN & WALLIS, Agents. xyxy=(428,429,550,459)
ad-allen xyxy=(292,47,418,96)
twidle-name: G. TWIDLE xyxy=(191,314,241,325)
tennis-body: A meeting of delegates of the Hauraki Plains Tennis Association was held at Ngatea on Thursday last. There were present Messrs J. M. Devereaux (Kerepeehi), C. Brosnan (Waitakaruru), D. McMillan (Kopuatai), W. Vowles (Hopai). The secretary submitted handicaps for the forthcoming tournament, and these were adopted on the motion of Mr Devereaux, seconded by Mr Stetson. It was decided that the draw for the first round be divided into two sections, with Kerepeehi, Turua, and Kopuarahi in the western section and Waitakaruru, Hopai, and Kaihere in the western section. Eastern Section Draws.—Men: G. Scott sec. v. J. C. Brownlee; H. Cundy 4 bhd. v. Freckington; I. Hutchinson v. S. McMillan; C. Birchall 5 bhd. v. J. Miller; I. Lloyd bhd. v. A. Nicholson; J. Grice v. G. Spencer; C. Robinson 15 bhd. v. Dr. Batchelor; M. McCaldor 3 bhd. v. J. Potter; W. Devereaux 3 bhd. v. G. Walker; S. Nicholson v. R. R. Billing; J. H. McMillan 6 bhd. v. F. R. Henry. Ladies: Miss Gibb bhd. v. Miss Miller; Miss M. Miller v. Mrs Hutchinson; Miss D. Miller; Mrs Hinton; Miss McMillan v. Mrs Hutchinson. Western Section Draws.—Men: A. H. Wade v. T. O'Connor; G. L. Griffiths; W. J. S. Coppins; W. R. Murphy; L. S. Bidwell; G. Paton; L. M. Murray; G. Lyons; A. R. Vowles; R. Giles; N. Hedges; J. Hamilton; H. Hitwell; F. Fraser. Ladies: Miss Henny v. Mrs Waite; Mrs Wade v. Miss Harris; Miss Puherty v. Mrs Tizard. xyxy=(690,442,822,644)
